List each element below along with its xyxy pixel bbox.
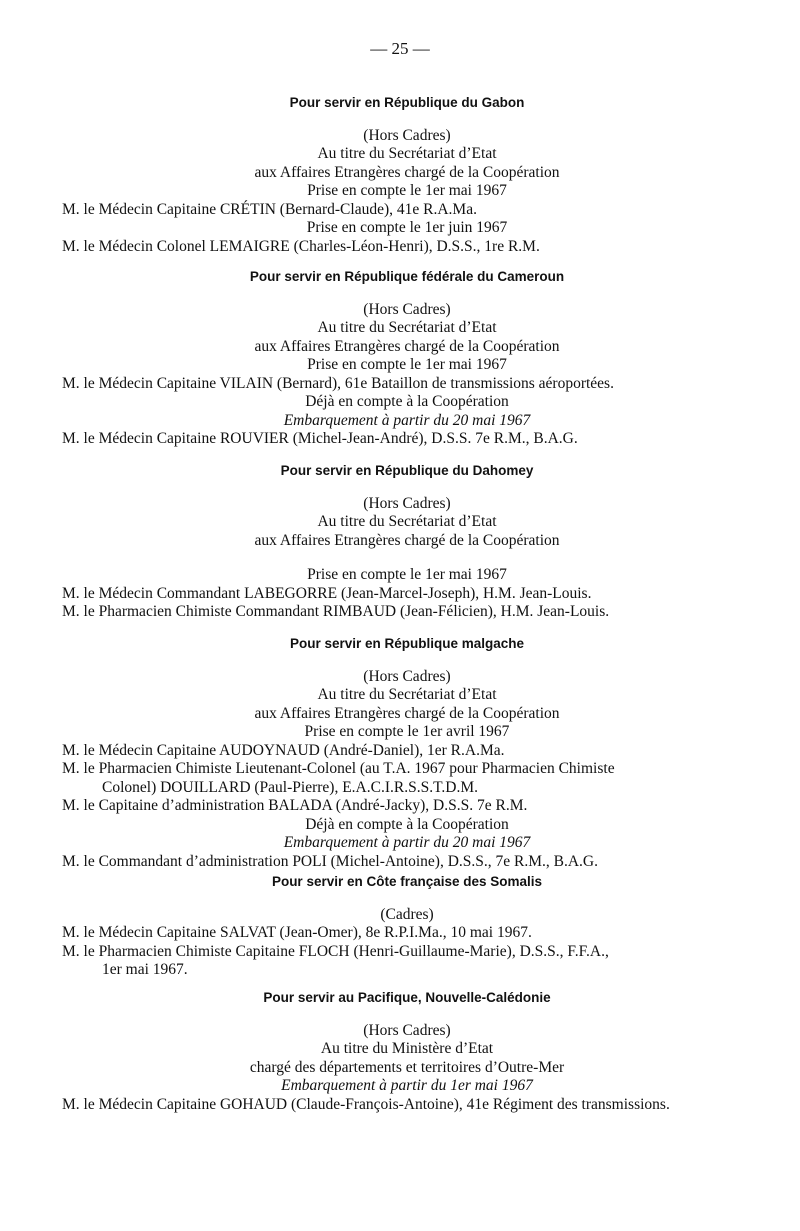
status-line: (Hors Cadres): [363, 667, 451, 685]
entry-line: M. le Pharmacien Chimiste Lieutenant-Colonel (au T.A. 1967 pour Pharmacien Chimiste: [62, 760, 615, 777]
authority-line: aux Affaires Etrangères chargé de la Coopération: [254, 531, 560, 549]
date-line: Prise en compte le 1er juin 1967: [306, 219, 508, 236]
section-cameroun: [62, 268, 752, 449]
authority-line: Au titre du Secrétariat d’Etat: [317, 686, 497, 703]
section-heading: Pour servir en République malgache: [289, 636, 525, 651]
status-line: (Hors Cadres): [363, 126, 451, 144]
personnel-entry: M. le Médecin Commandant LABEGORRE (Jean-Marcel-Joseph), H.M. Jean-Louis.: [62, 584, 592, 602]
personnel-entry: [62, 943, 752, 980]
personnel-entry: M. le Médecin Capitaine CRÉTIN (Bernard-Claude), 41e R.A.Ma.: [62, 200, 477, 218]
authority-line: aux Affaires Etrangères chargé de la Coopération: [254, 704, 560, 722]
date-line: Prise en compte le 1er avril 1967: [304, 723, 510, 740]
personnel-entry: [62, 760, 752, 797]
section-gabon: [62, 94, 752, 256]
embarkation-line: Embarquement à partir du 20 mai 1967: [283, 834, 531, 851]
page-number: — 25 —: [370, 39, 430, 58]
authority-line: Au titre du Secrétariat d’Etat: [317, 513, 497, 530]
authority-line: Au titre du Secrétariat d’Etat: [317, 319, 497, 336]
section-nouvelle-caledonie: [62, 989, 752, 1114]
note-line: Déjà en compte à la Coopération: [305, 815, 509, 833]
section-heading: Pour servir en République du Gabon: [289, 95, 525, 110]
section-heading: Pour servir au Pacifique, Nouvelle-Calédonie: [263, 990, 551, 1005]
note-line: Déjà en compte à la Coopération: [305, 393, 509, 410]
section-malgache: [62, 635, 752, 871]
date-line: Prise en compte le 1er mai 1967: [307, 356, 507, 373]
entry-continuation: Colonel) DOUILLARD (Paul-Pierre), E.A.C.I.R.S.S.T.D.M.: [102, 778, 478, 796]
entry-continuation: 1er mai 1967.: [102, 961, 188, 978]
status-line: (Cadres): [380, 905, 434, 923]
section-heading: Pour servir en République fédérale du Cameroun: [249, 269, 565, 284]
personnel-entry: M. le Médecin Capitaine ROUVIER (Michel-Jean-André), D.S.S. 7e R.M., B.A.G.: [62, 430, 578, 447]
status-line: (Hors Cadres): [363, 1021, 451, 1039]
authority-line: Au titre du Ministère d’Etat: [320, 1040, 494, 1057]
section-heading: Pour servir en Côte française des Somalis: [271, 874, 543, 889]
date-line: Prise en compte le 1er mai 1967: [307, 566, 507, 583]
personnel-entry: M. le Commandant d’administration POLI (Michel-Antoine), D.S.S., 7e R.M., B.A.G.: [62, 852, 598, 870]
status-line: (Hors Cadres): [363, 494, 451, 512]
personnel-entry: M. le Médecin Capitaine VILAIN (Bernard), 61e Bataillon de transmissions aéroportées.: [62, 374, 614, 392]
authority-line: aux Affaires Etrangères chargé de la Coopération: [254, 337, 560, 355]
embarkation-line: Embarquement à partir du 20 mai 1967: [283, 411, 531, 429]
section-heading: Pour servir en République du Dahomey: [280, 463, 534, 478]
entry-line: M. le Pharmacien Chimiste Capitaine FLOCH (Henri-Guillaume-Marie), D.S.S., F.F.A.,: [62, 942, 609, 960]
status-line: (Hors Cadres): [363, 300, 451, 318]
authority-line: chargé des départements et territoires d’Outre-Mer: [249, 1058, 565, 1076]
embarkation-line: Embarquement à partir du 1er mai 1967: [281, 1077, 533, 1094]
personnel-entry: M. le Pharmacien Chimiste Commandant RIMBAUD (Jean-Félicien), H.M. Jean-Louis.: [62, 603, 610, 620]
personnel-entry: M. le Médecin Capitaine SALVAT (Jean-Omer), 8e R.P.I.Ma., 10 mai 1967.: [62, 924, 532, 941]
personnel-entry: M. le Capitaine d’administration BALADA (André-Jacky), D.S.S. 7e R.M.: [62, 797, 528, 814]
personnel-entry: M. le Médecin Capitaine AUDOYNAUD (André-Daniel), 1er R.A.Ma.: [62, 741, 505, 759]
authority-line: aux Affaires Etrangères chargé de la Coopération: [254, 163, 560, 181]
section-dahomey: [62, 462, 752, 622]
personnel-entry: M. le Médecin Capitaine GOHAUD (Claude-François-Antoine), 41e Régiment des transmissions.: [62, 1095, 670, 1113]
authority-line: Au titre du Secrétariat d’Etat: [317, 145, 497, 162]
section-somalis: [62, 873, 752, 980]
personnel-entry: M. le Médecin Colonel LEMAIGRE (Charles-Léon-Henri), D.S.S., 1re R.M.: [62, 237, 540, 255]
date-line: Prise en compte le 1er mai 1967: [307, 182, 507, 199]
